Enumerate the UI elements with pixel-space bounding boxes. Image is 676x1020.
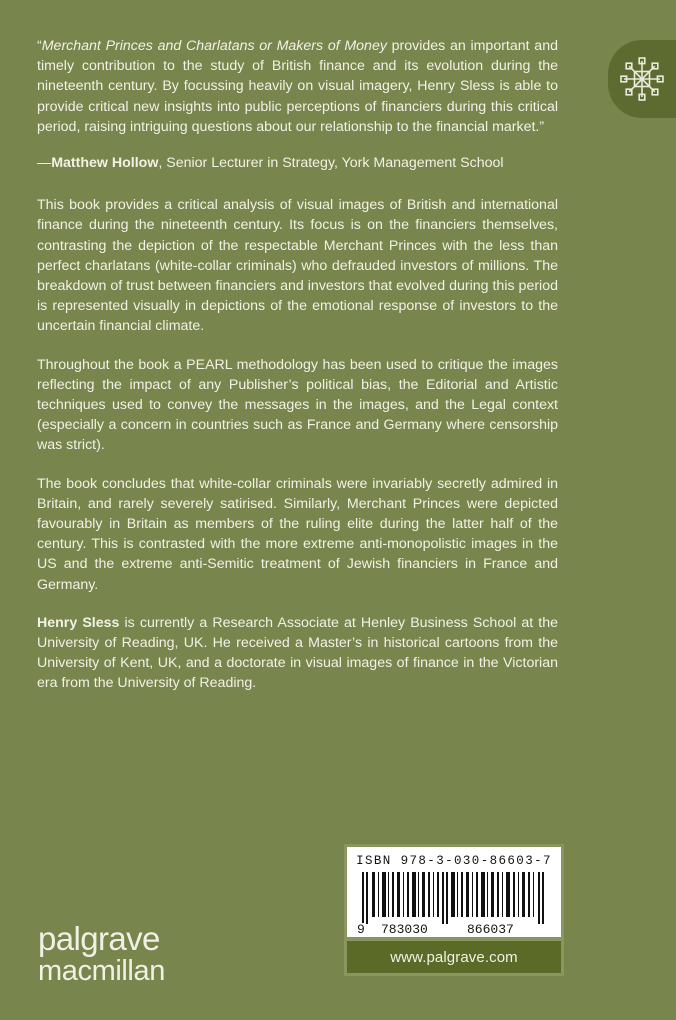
publisher-wordmark [38,922,165,986]
wordmark-palgrave: palgrave [38,920,160,957]
palgrave-colophon-icon [617,54,667,104]
isbn-label: ISBN 978-3-030-86603-7 [356,854,552,868]
wordmark-macmillan: macmillan [38,955,165,987]
author-bio-text: is currently a Research Associate at Henley Business School at the University of Reading, UK. He received a Master’s in historical cartoons from the University of Kent, UK, and a doctorate in visual images of finance in the Victorian era from the University of Reading. [37,614,559,692]
barcode-digits [347,923,561,936]
quote-open-mark: “ [37,38,42,54]
barcode-bars [362,872,546,924]
blurb-paragraph-3: The book concludes that white-collar criminals were invariably secretly admired in Britain, and rarely severely satirised. Similarly, Merchant Princes were depicted favourably in Britain as members of the ruling elite during the latter half of the century. This is contrasted with the more extreme anti-monopolistic images in the US and the extreme anti-Semitic treatment of Jewish financiers in France and Germany. [37,475,558,593]
barcode-digit-group-3: 866037 [467,922,514,937]
publisher-url[interactable]: www.palgrave.com [390,948,518,966]
attribution-role: , Senior Lecturer in Strategy, York Management School [158,155,504,172]
barcode-panel [347,847,561,937]
quoted-book-title: Merchant Princes and Charlatans or Makers of Money [41,38,387,54]
cover-text-column [37,36,558,694]
publisher-colophon-badge [608,40,676,118]
endorsement-quote [37,36,558,137]
endorsement-block [37,36,558,137]
author-name: Henry Sless [37,614,120,631]
blurb-paragraph-2: Throughout the book a PEARL methodology has been used to critique the images reflecting the impact of any Publisher’s political bias, the Editorial and Artistic techniques used to convey the messages in the images, and the Legal context (especially a concern in countries such as France and Germany where censorship was strict). [37,356,558,454]
attribution-name: Matthew Hollow [51,155,159,172]
blurb-paragraph-1: This book provides a critical analysis of visual images of British and international finance during the nineteenth century. Its focus is on the financiers themselves, contrasting the depiction of the respectable Merchant Princes with the less than perfect charlatans (white-collar criminals) who defrauded investors of millions. The breakdown of trust between financiers and investors that evolved during this period is represented visually in depictions of the emotional response of investors to the uncertain financial climate. [37,197,558,335]
barcode-digit-group-2: 783030 [381,922,428,937]
barcode-digit-group-1: 9 [357,922,365,937]
endorsement-quote-body: provides an important and timely contribution to the study of British finance and its evolution during the nineteenth century. By focussing heavily on visual imagery, Henry Sless is able to provide critical new insights into public perceptions of financiers during this critical period, raising intriguing questions about our relationship to the financial market.” [37,38,558,135]
publisher-url-strip[interactable] [347,941,561,973]
author-bio [37,613,558,694]
endorsement-attribution [37,153,558,173]
attribution-dash: — [37,155,52,172]
barcode-block [344,844,564,976]
